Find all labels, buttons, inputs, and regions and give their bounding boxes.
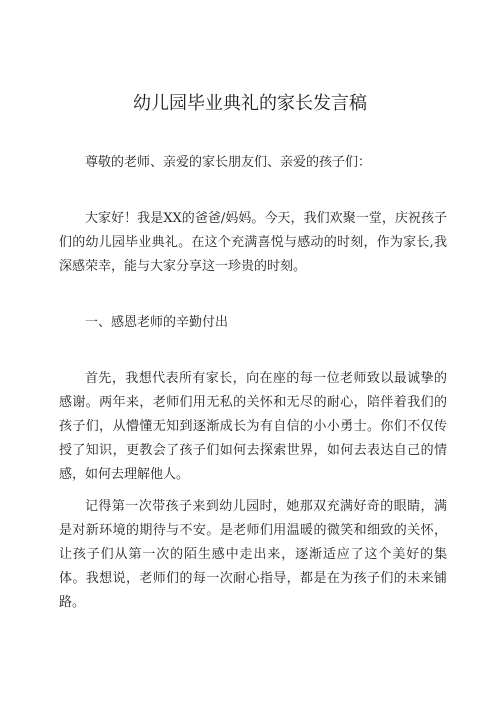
memory-paragraph: 记得第一次带孩子来到幼儿园时，她那双充满好奇的眼睛，满是对新环境的期待与不安。是老师们用温暖的微笑和细致的关怀，让孩子们从第一次的陌生感中走出来，逐渐适应了这个美好的集体。我想说，老师们的每一次耐心指导，都是在为孩子们的未来铺路。 bbox=[59, 499, 447, 610]
greeting-paragraph: 尊敬的老师、亲爱的家长朋友们、亲爱的孩子们： bbox=[85, 155, 372, 170]
thanks-paragraph: 首先，我想代表所有家长，向在座的每一位老师致以最诚挚的感谢。两年来，老师们用无私的关怀和无尽的耐心，陪伴着我们的孩子们，从懵懂无知到逐渐成长为有自信的小小勇士。你们不仅传授了知识，更教会了孩子们如何去探索世界，如何去表达自己的情感，如何去理解他人。 bbox=[59, 371, 447, 482]
section-heading: 一、感恩老师的辛勤付出 bbox=[85, 315, 229, 330]
document-title: 幼儿园毕业典礼的家长发言稿 bbox=[133, 93, 367, 114]
intro-paragraph: 大家好！我是XX的爸爸/妈妈。今天，我们欢聚一堂，庆祝孩子们的幼儿园毕业典礼。在这个充满喜悦与感动的时刻，作为家长,我深感荣幸，能与大家分享这一珍贵的时刻。 bbox=[59, 211, 447, 274]
